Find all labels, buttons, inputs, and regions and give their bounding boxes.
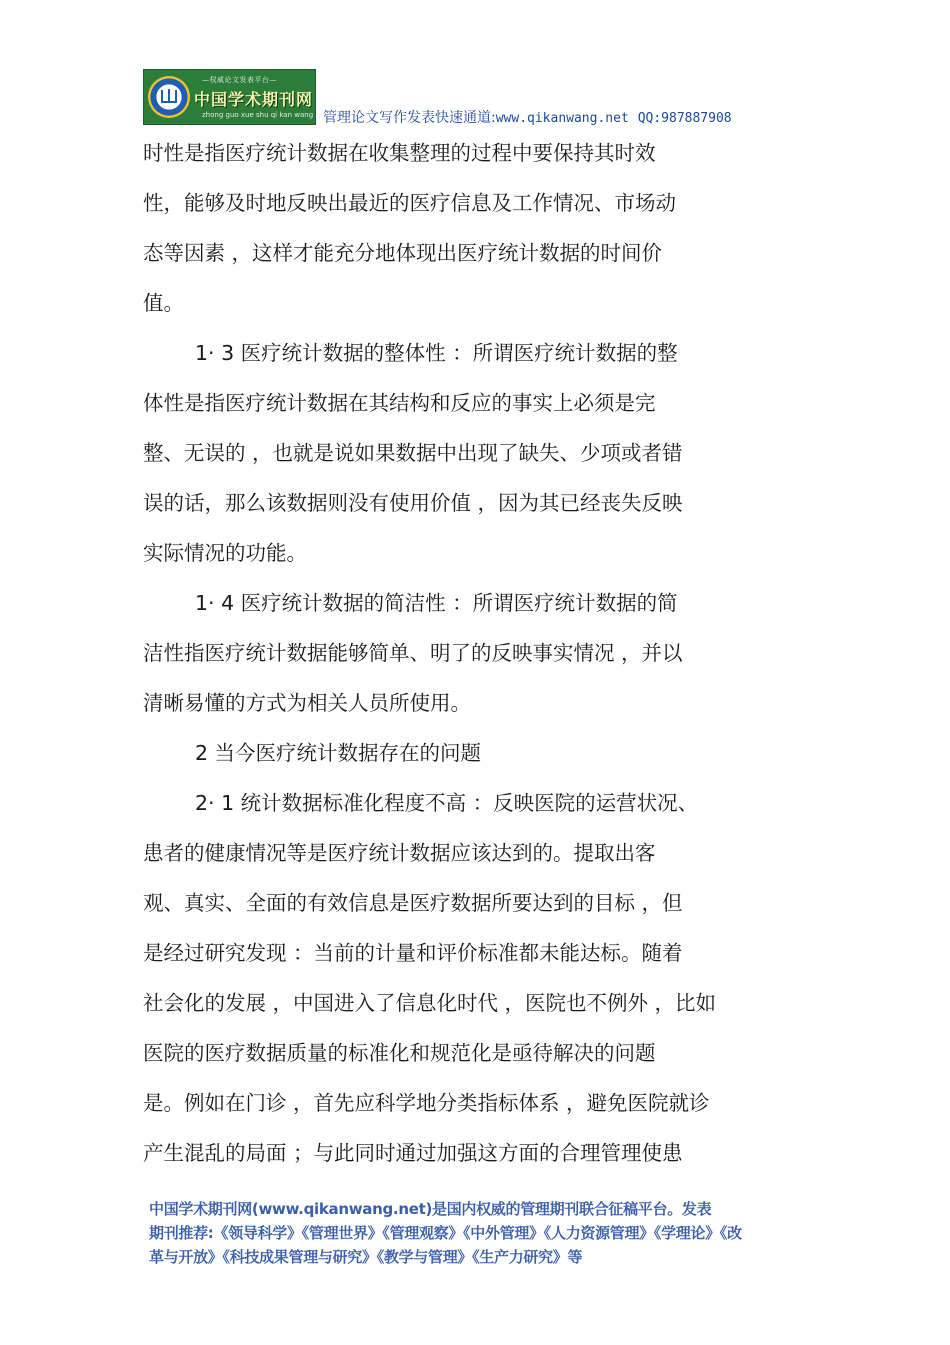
body-line: 社会化的发展 ，中国进入了信息化时代 ，医院也不例外 ，比如 bbox=[143, 991, 717, 1015]
page-footer bbox=[149, 1197, 829, 1269]
body-line: 患者的健康情况等是医疗统计数据应该达到的。提取出客 bbox=[143, 841, 656, 865]
body-line: 整、无误的 ，也就是说如果数据中出现了缺失、少项或者错 bbox=[143, 441, 683, 465]
section-heading-1-4: 1· 4 医疗统计数据的简洁性 ：所谓医疗统计数据的简 bbox=[195, 591, 678, 615]
footer-line: 期刊推荐:《领导科学》《管理世界》《管理观察》《中外管理》《人力资源管理》《学理论》《改 bbox=[149, 1224, 742, 1242]
header-link-qq: QQ:987887908 bbox=[637, 111, 732, 126]
section-heading-2-1: 2· 1 统计数据标准化程度不高 ：反映医院的运营状况、 bbox=[195, 791, 699, 815]
body-line: 是经过研究发现 ：当前的计量和评价标准都未能达标。随着 bbox=[143, 941, 683, 965]
section-heading-1-3: 1· 3 医疗统计数据的整体性 ：所谓医疗统计数据的整 bbox=[195, 341, 678, 365]
article-body bbox=[143, 128, 823, 1178]
logo-name: 中国学术期刊网 bbox=[194, 90, 314, 109]
body-line: 观、真实、全面的有效信息是医疗数据所要达到的目标 ，但 bbox=[143, 891, 683, 915]
body-line: 态等因素 ，这样才能充分地体现出医疗统计数据的时间价 bbox=[143, 241, 663, 265]
section-heading-2: 2 当今医疗统计数据存在的问题 bbox=[195, 741, 482, 765]
footer-line: 革与开放》《科技成果管理与研究》《教学与管理》《生产力研究》等 bbox=[149, 1248, 583, 1266]
body-line: 实际情况的功能。 bbox=[143, 541, 307, 565]
page-header bbox=[143, 69, 823, 125]
logo-slogan: —权威论文发表平台— bbox=[202, 76, 277, 84]
body-line: 值。 bbox=[143, 291, 184, 315]
body-line: 产生混乱的局面 ；与此同时通过加强这方面的合理管理使患 bbox=[143, 1141, 683, 1165]
footer-line: 中国学术期刊网(www.qikanwang.net)是国内权威的管理期刊联合征稿平台。发表 bbox=[149, 1200, 712, 1218]
body-line: 误的话，那么该数据则没有使用价值 ，因为其已经丧失反映 bbox=[143, 491, 683, 515]
logo-pinyin: zhong guo xue shu qi kan wang bbox=[202, 111, 314, 119]
body-line: 清晰易懂的方式为相关人员所使用。 bbox=[143, 691, 471, 715]
body-line: 医院的医疗数据质量的标准化和规范化是亟待解决的问题 bbox=[143, 1041, 656, 1065]
body-line: 是。例如在门诊 ，首先应科学地分类指标体系 ，避免医院就诊 bbox=[143, 1091, 710, 1115]
body-line: 洁性指医疗统计数据能够简单、明了的反映事实情况 ，并以 bbox=[143, 641, 683, 665]
body-line: 性，能够及时地反映出最近的医疗信息及工作情况、市场动 bbox=[143, 191, 676, 215]
header-submission-link[interactable] bbox=[323, 107, 732, 127]
header-link-url[interactable]: www.qikanwang.net bbox=[495, 111, 629, 126]
body-line: 体性是指医疗统计数据在其结构和反应的事实上必须是完 bbox=[143, 391, 656, 415]
header-link-label: 管理论文写作发表快速通道: bbox=[323, 110, 496, 126]
book-emblem-icon bbox=[148, 76, 190, 118]
site-logo[interactable] bbox=[143, 69, 316, 125]
body-line: 时性是指医疗统计数据在收集整理的过程中要保持其时效 bbox=[143, 141, 656, 165]
